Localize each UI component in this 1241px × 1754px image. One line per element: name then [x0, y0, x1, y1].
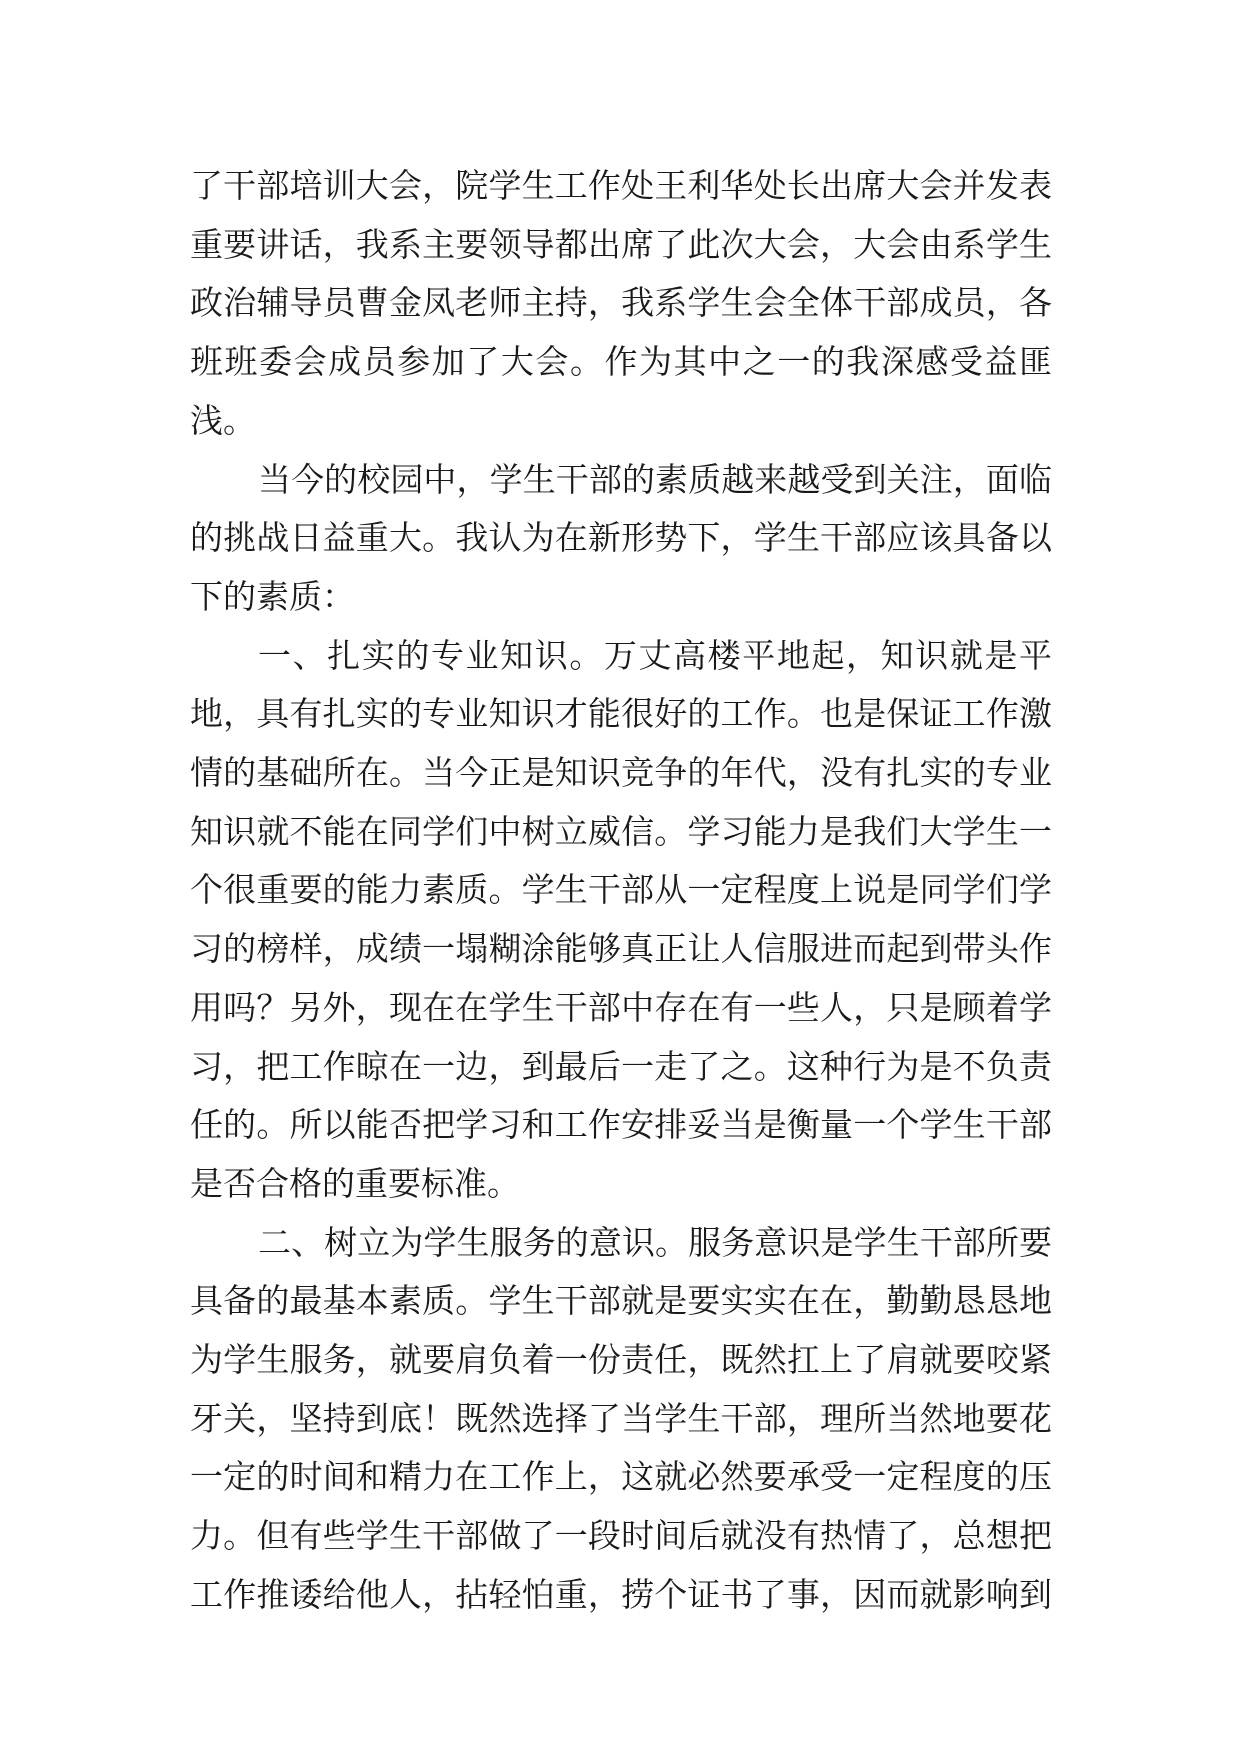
- paragraph-1: 了干部培训大会，院学生工作处王利华处长出席大会并发表重要讲话，我系主要领导都出席了此次大会，大会由系学生政治辅导员曹金凤老师主持，我系学生会全体干部成员，各班班委会成员参加了大会。作为其中之一的我深感受益匪浅。: [190, 166, 1052, 440]
- paragraph-4: 二、树立为学生服务的意识。服务意识是学生干部所要具备的最基本素质。学生干部就是要实实在在，勤勤恳恳地为学生服务，就要肩负着一份责任，既然扛上了肩就要咬紧牙关，坚持到底！既然选择了当学生干部，理所当然地要花一定的时间和精力在工作上，这就必然要承受一定程度的压力。但有些学生干部做了一段时间后就没有热情了，总想把工作推诿给他人，拈轻怕重，捞个证书了事，因而就影响到: [190, 1222, 1052, 1614]
- paragraph-2: 当今的校园中，学生干部的素质越来越受到关注，面临的挑战日益重大。我认为在新形势下，学生干部应该具备以下的素质：: [190, 459, 1052, 616]
- paragraph-3: 一、扎实的专业知识。万丈高楼平地起，知识就是平地，具有扎实的专业知识才能很好的工作。也是保证工作激情的基础所在。当今正是知识竞争的年代，没有扎实的专业知识就不能在同学们中树立威信。学习能力是我们大学生一个很重要的能力素质。学生干部从一定程度上说是同学们学习的榜样，成绩一塌糊涂能够真正让人信服进而起到带头作用吗？另外，现在在学生干部中存在有一些人，只是顾着学习，把工作晾在一边，到最后一走了之。这种行为是不负责任的。所以能否把学习和工作安排妥当是衡量一个学生干部是否合格的重要标准。: [190, 635, 1052, 1203]
- document-body: [190, 157, 1052, 1625]
